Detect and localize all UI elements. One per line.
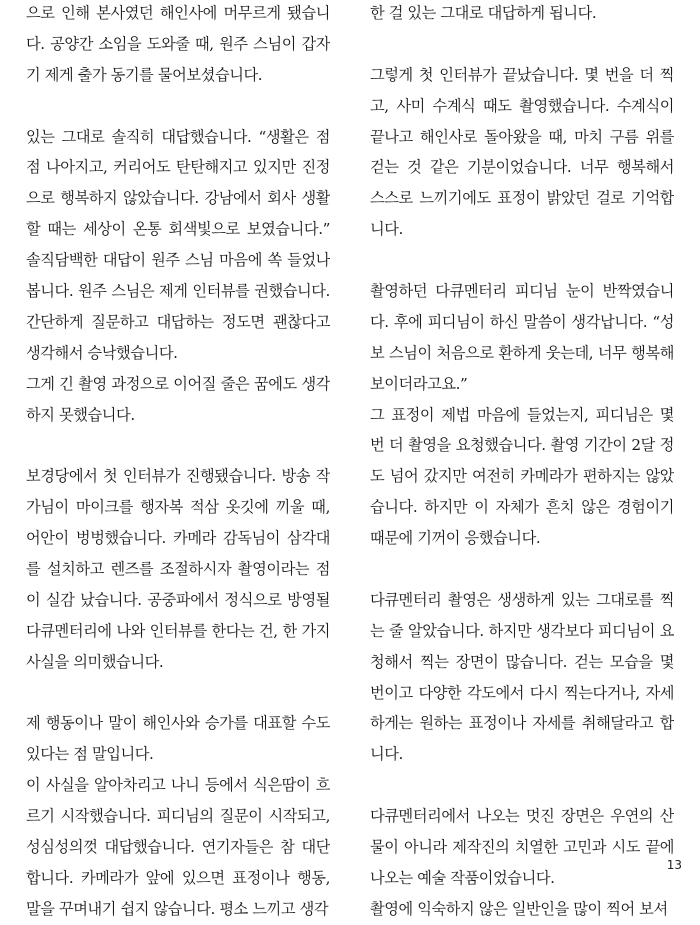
text-line: 다. 공양간 소임을 도와줄 때, 원주 스님이 갑자 bbox=[26, 34, 330, 53]
text-line: 할 때는 세상이 온통 회색빛으로 보였습니다.” bbox=[26, 220, 330, 239]
text-line: 성심성의껏 대답했습니다. 연기자들은 참 대단 bbox=[26, 838, 330, 857]
text-line: 그렇게 첫 인터뷰가 끝났습니다. 몇 번을 더 찍 bbox=[370, 65, 674, 84]
page-number: 13 bbox=[666, 858, 682, 872]
text-line: 걷는 것 같은 기분이었습니다. 너무 행복해서 bbox=[370, 158, 674, 177]
blank-line bbox=[26, 678, 330, 709]
text-line: 촬영하던 다큐멘터리 피디님 눈이 반짝였습니 bbox=[370, 282, 674, 301]
text-line: 이 실감 났습니다. 공중파에서 정식으로 방영될 bbox=[26, 590, 330, 609]
text-line: 이 사실을 알아차리고 나니 등에서 식은땀이 흐 bbox=[26, 776, 330, 795]
text-line: 스스로 느끼기에도 표정이 밝았던 걸로 기억합 bbox=[370, 189, 674, 208]
text-line: 보경당에서 첫 인터뷰가 진행됐습니다. 방송 작 bbox=[26, 467, 330, 486]
text-line: 를 설치하고 렌즈를 조절하시자 촬영이라는 점 bbox=[26, 560, 330, 579]
text-line: 말을 꾸며내기 쉽지 않습니다. 평소 느끼고 생각 bbox=[26, 899, 329, 918]
text-line: 하게는 원하는 표정이나 자세를 취해달라고 합 bbox=[370, 714, 674, 733]
text-line: 번이고 다양한 각도에서 다시 찍는다거나, 자세 bbox=[370, 683, 674, 702]
text-line: 기 제게 출가 동기를 물어보셨습니다. bbox=[26, 65, 263, 84]
text-line: 생각해서 승낙했습니다. bbox=[26, 343, 178, 362]
text-line: 으로 행복하지 않았습니다. 강남에서 회사 생활 bbox=[26, 189, 330, 208]
text-line: 그 표정이 제법 마음에 들었는지, 피디님은 몇 bbox=[370, 405, 674, 424]
text-line: 솔직담백한 대답이 원주 스님 마음에 쏙 들었나 bbox=[26, 251, 330, 270]
left-text-column bbox=[26, 0, 330, 925]
text-line: 으로 인해 본사였던 해인사에 머무르게 됐습니 bbox=[26, 4, 330, 22]
blank-line bbox=[370, 554, 674, 585]
blank-line bbox=[370, 29, 674, 60]
blank-line bbox=[26, 430, 330, 461]
text-line: 다큐멘터리에서 나오는 멋진 장면은 우연의 산 bbox=[370, 807, 674, 826]
text-line: 나오는 예술 작품이었습니다. bbox=[370, 868, 555, 887]
text-line: 니다. bbox=[370, 220, 403, 239]
text-line: 다큐멘터리 촬영은 생생하게 있는 그대로를 찍 bbox=[370, 590, 674, 609]
text-line: 도 넘어 갔지만 여전히 카메라가 편하지는 않았 bbox=[370, 467, 674, 486]
right-text-column bbox=[370, 0, 674, 925]
text-line: 습니다. 하지만 이 자체가 흔치 않은 경험이기 bbox=[370, 498, 674, 517]
text-line: 있다는 점 말입니다. bbox=[26, 745, 154, 764]
text-line: 보이더라고요.” bbox=[370, 374, 468, 393]
text-line: 번 더 촬영을 요청했습니다. 촬영 기간이 2달 정 bbox=[370, 436, 674, 455]
text-line: 봅니다. 원주 스님은 제게 인터뷰를 권했습니다. bbox=[26, 282, 330, 301]
text-line: 있는 그대로 솔직히 대답했습니다. “생활은 점 bbox=[26, 127, 330, 146]
blank-line bbox=[370, 245, 674, 276]
text-line: 가님이 마이크를 행자복 적삼 옷깃에 끼울 때, bbox=[26, 498, 330, 517]
text-line: 사실을 의미했습니다. bbox=[26, 652, 164, 671]
blank-line bbox=[370, 770, 674, 801]
text-line: 보 스님이 처음으로 환하게 웃는데, 너무 행복해 bbox=[370, 343, 674, 362]
text-line: 끝나고 해인사로 돌아왔을 때, 마치 구름 위를 bbox=[370, 127, 674, 146]
text-line: 제 행동이나 말이 해인사와 승가를 대표할 수도 bbox=[26, 714, 330, 733]
text-line: 점 나아지고, 커리어도 탄탄해지고 있지만 진정 bbox=[26, 158, 330, 177]
text-line: 합니다. 카메라가 앞에 있으면 표정이나 행동, bbox=[26, 868, 330, 887]
text-line: 다큐멘터리에 나와 인터뷰를 한다는 건, 한 가지 bbox=[26, 621, 330, 640]
blank-line bbox=[26, 91, 330, 122]
text-line: 니다. bbox=[370, 745, 403, 764]
text-line: 다. 후에 피디님이 하신 말씀이 생각납니다. “성 bbox=[370, 312, 674, 331]
text-line: 그게 긴 촬영 과정으로 이어질 줄은 꿈에도 생각 bbox=[26, 374, 330, 393]
text-line: 한 걸 있는 그대로 대답하게 됩니다. bbox=[370, 4, 597, 22]
text-line: 는 줄 알았습니다. 하지만 생각보다 피디님이 요 bbox=[370, 621, 674, 640]
text-line: 어안이 벙벙했습니다. 카메라 감독님이 삼각대 bbox=[26, 529, 330, 548]
text-line: 물이 아니라 제작진의 치열한 고민과 시도 끝에 bbox=[370, 838, 674, 857]
text-line: 때문에 기꺼이 응했습니다. bbox=[370, 529, 541, 548]
text-line: 고, 사미 수계식 때도 촬영했습니다. 수계식이 bbox=[370, 96, 674, 115]
text-line: 르기 시작했습니다. 피디님의 질문이 시작되고, bbox=[26, 807, 330, 826]
text-line: 촬영에 익숙하지 않은 일반인을 많이 찍어 보셔 bbox=[370, 899, 668, 918]
text-line: 간단하게 질문하고 대답하는 정도면 괜찮다고 bbox=[26, 312, 330, 331]
text-line: 하지 못했습니다. bbox=[26, 405, 135, 424]
text-line: 청해서 찍는 장면이 많습니다. 걷는 모습을 몇 bbox=[370, 652, 674, 671]
